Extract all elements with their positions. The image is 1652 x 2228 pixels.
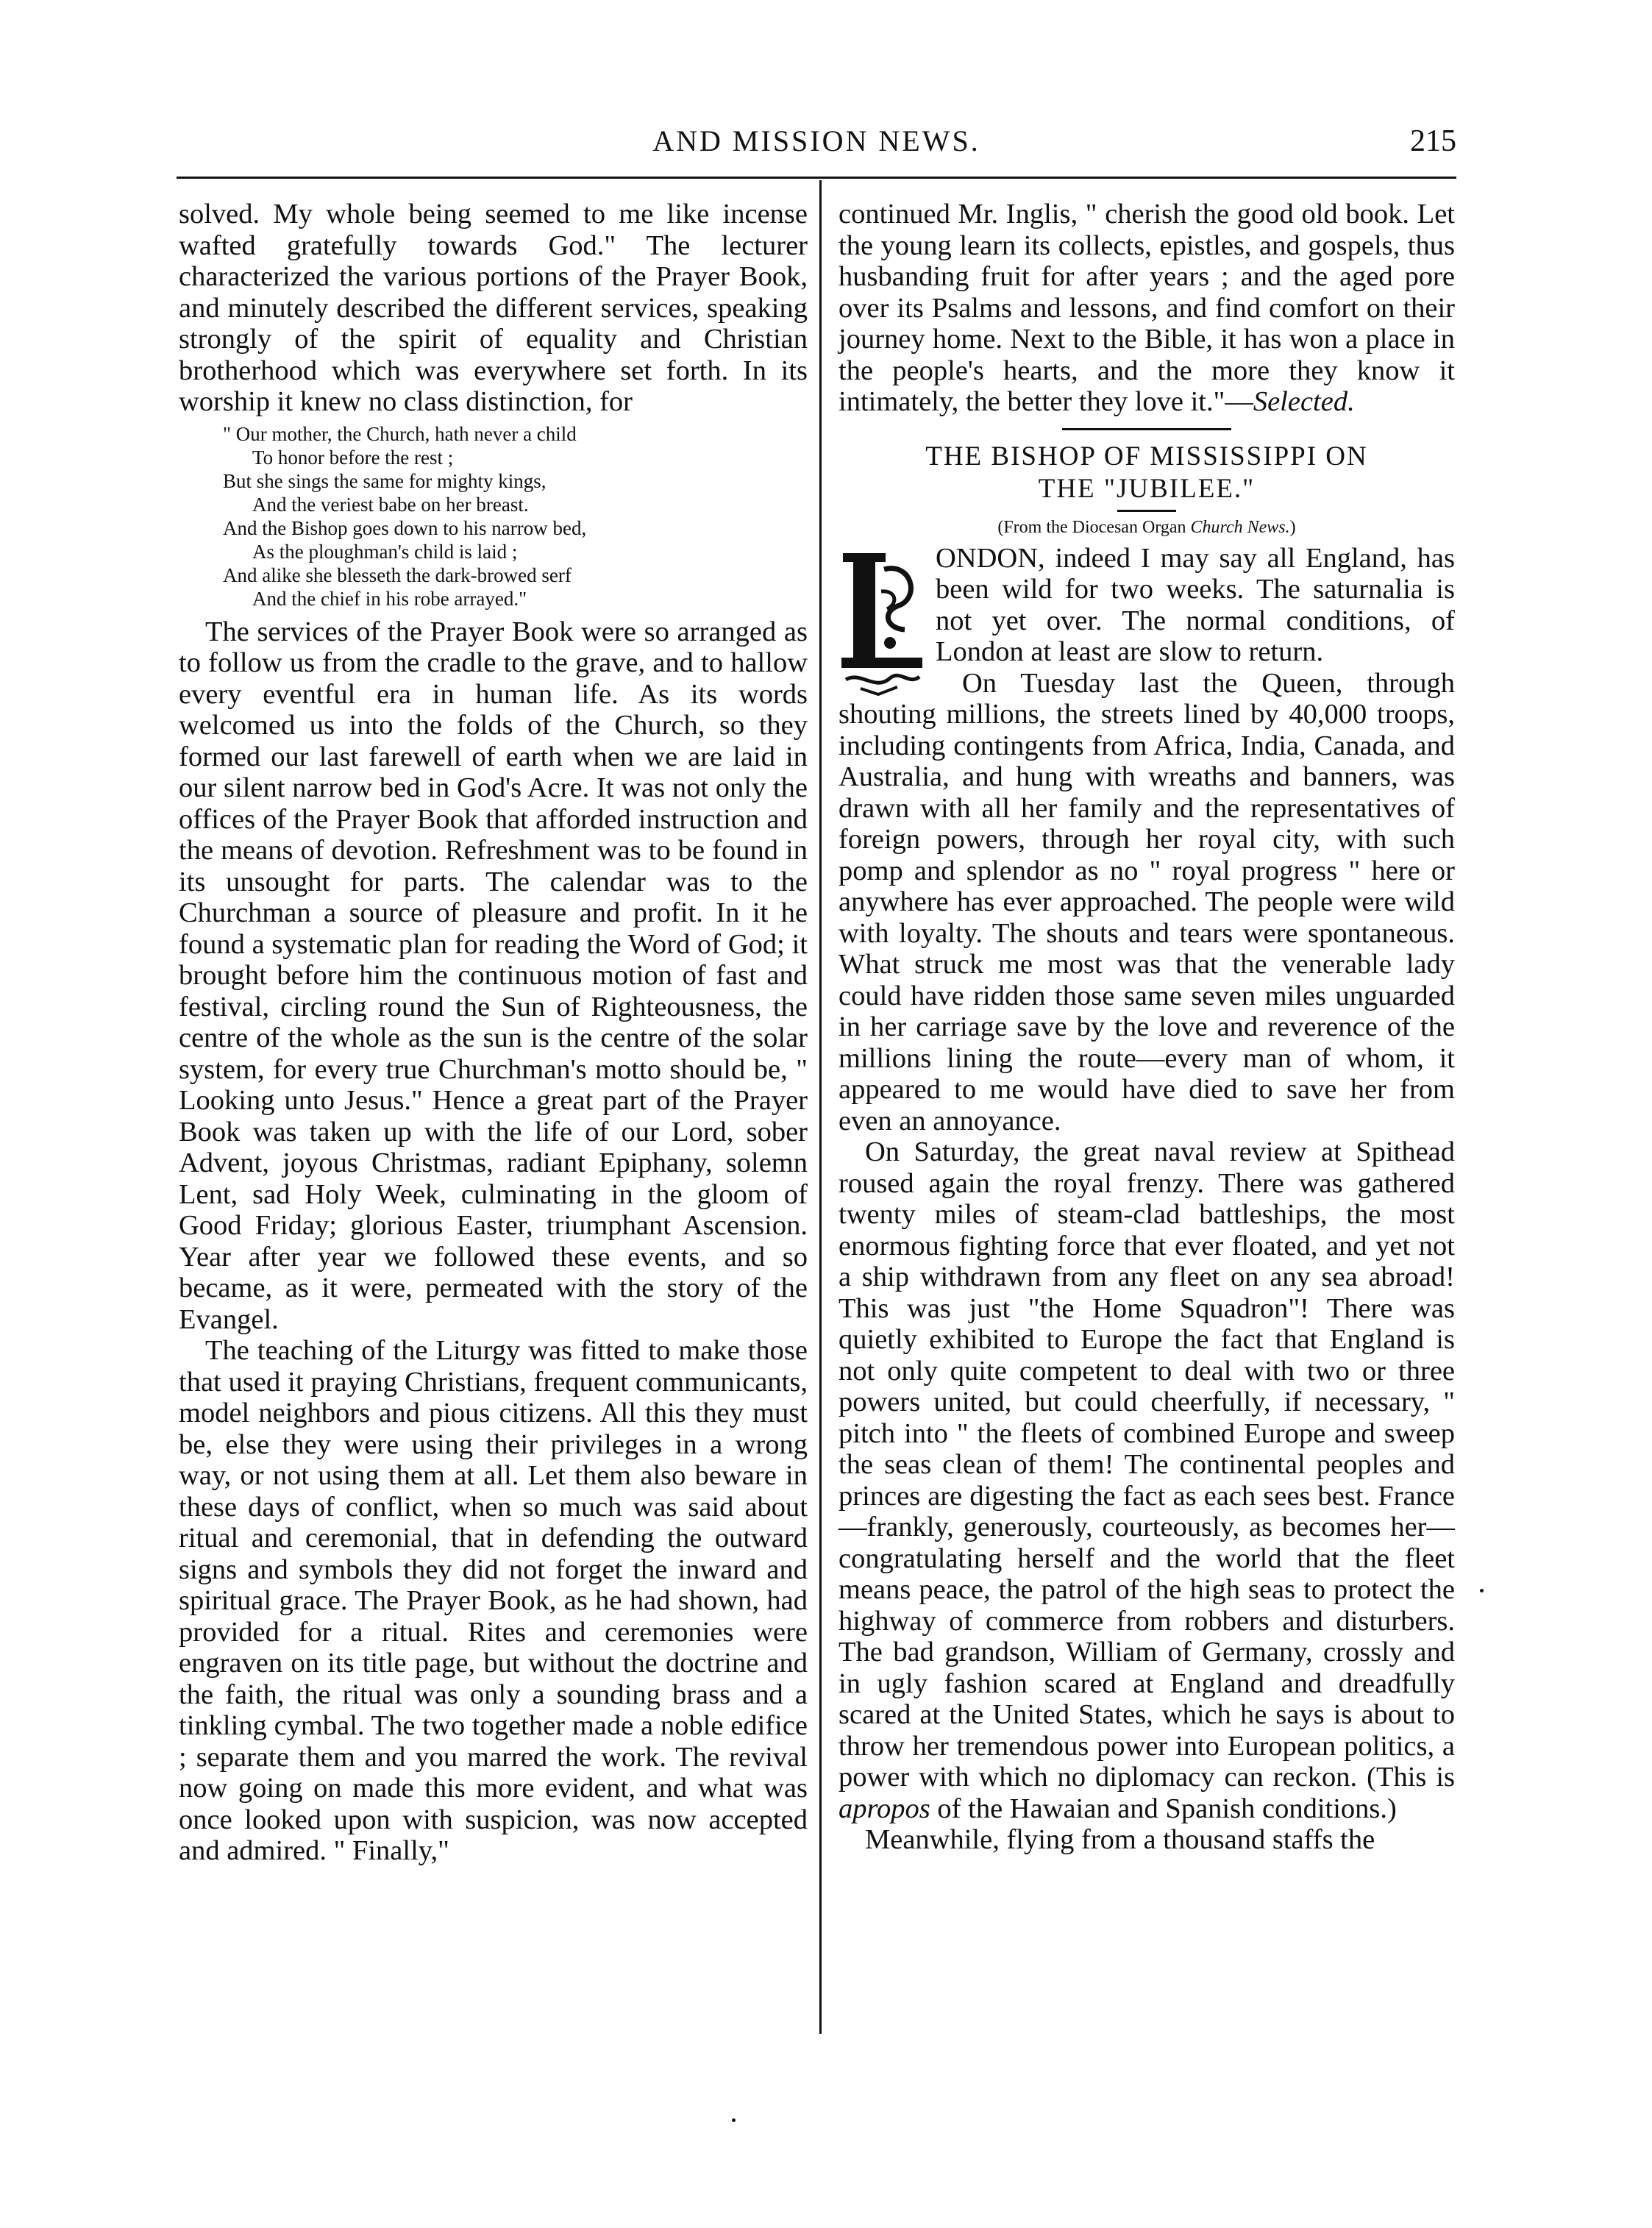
poem-line: As the ploughman's child is laid ; [252,540,518,563]
header-rule [177,177,1456,179]
poem-quotation [223,422,808,611]
article-title [839,441,1455,505]
paragraph-text: On Saturday, the great naval review at Spithead roused again the royal frenzy. There was gathered twenty miles of steam-clad battleships, the most enormous fighting force that ever floated, and yet not a ship withdrawn from any fleet on any sea abroad! This was just "the Home Squadron"! There was quietly exhibited to Europe the fact that England is not only quite competent to deal with two or three powers united, but could cheerfully, if necessary, " pitch into " the fleets of combined Europe and sweep the seas clean of them! The continental peoples and princes are digesting the fact as each sees best. France—frankly, generously, courteously, as becomes her—congratulating herself and the world that the fleet means peace, the patrol of the high seas to protect the highway of commerce from robbers and disturbers. The bad grandson, William of Germany, crossly and in ugly fashion scared at England and dreadfully scared at the United States, which he says is about to throw her tremendous power into European politics, a power with which no diplomacy can reckon. [839,1136,1455,1793]
source-suffix: ) [1289,517,1296,537]
signature: Selected. [1253,386,1355,417]
article-title-line: THE "JUBILEE." [1038,473,1256,504]
poem-line: " Our mother, the Church, hath never a child [223,422,577,445]
poem-line: And the Bishop goes down to his narrow bed, [223,516,587,539]
source-prefix: (From the Diocesan Organ [997,517,1191,537]
paragraph [839,1136,1455,1824]
section-rule [1062,428,1231,430]
poem-line: And the chief in his robe arrayed." [252,587,527,610]
source-note [839,516,1455,538]
paragraph: solved. My whole being seemed to me like incense wafted gratefully towards God." The lecturer characterized the various portions of the Prayer Book, and minutely described the different services, speaking strongly of the spirit of equality and Christian brotherhood which was everywhere set forth. In its worship it knew no class distinction, for [179,199,808,417]
paren-suffix: of the Hawaian and Spanish conditions.) [930,1793,1397,1824]
ornamental-initial-l [839,547,925,698]
right-column [839,199,1455,1856]
title-rule [1117,510,1176,512]
paragraph: The services of the Prayer Book were so arranged as to follow us from the cradle to the grave, and to hallow every eventful era in human life. As its words welcomed us into the folds of the Church, so they formed our last farewell of earth when we are laid in our silent narrow bed in God's Acre. It was not only the offices of the Prayer Book that afforded instruction and the means of devotion. Refreshment was to be found in its unsought for parts. The calendar was to the Churchman a source of pleasure and profit. In it he found a systematic plan for reading the Word of God; it brought before him the continuous motion of fast and festival, circling round the Sun of Righteousness, the centre of the whole as the sun is the centre of the solar system, for every true Churchman's motto should be, " Looking unto Jesus." Hence a great part of the Prayer Book was taken up with the life of our Lord, sober Advent, joyous Christmas, radiant Epiphany, solemn Lent, sad Holy Week, culminating in the gloom of Good Friday; glorious Easter, triumphant Ascension. Year after year we followed these events, and so became, as it were, permeated with the story of the Evangel. [179,616,808,1335]
poem-line: And the veriest babe on her breast. [252,493,529,516]
column-rule [819,180,822,2034]
poem-line: And alike she blesseth the dark-browed serf [223,563,572,586]
paragraph: The teaching of the Liturgy was fitted to make those that used it praying Christians, frequent communicants, model neighbors and pious citizens. All this they must be, else they were using their privileges in a wrong way, or not using them at all. Let them also beware in these days of conflict, when so much was said about ritual and ceremonial, that in defending the outward signs and symbols they did not forget the inward and spiritual grace. The Prayer Book, as he had shown, had provided for a ritual. Rites and ceremonies were engraven on its title page, but without the doctrine and the faith, the ritual was only a sounding brass and a tinkling cymbal. The two together made a noble edifice ; separate them and you marred the work. The revival now going on made this more evident, and what was once looked upon with suspicion, was now accepted and admired. " Finally," [179,1335,808,1866]
article-title-line: THE BISHOP OF MISSISSIPPI ON [925,441,1368,471]
poem-line: But she sings the same for mighty kings, [223,469,546,492]
ink-speck [732,2118,736,2122]
running-head [177,124,1456,168]
paragraph: Meanwhile, flying from a thousand staffs the [865,1824,1375,1855]
page-number: 215 [1410,124,1456,158]
dropcap-ornament-icon [839,547,925,698]
running-title: AND MISSION NEWS. [652,124,980,157]
left-column [179,199,808,1867]
ink-speck [1480,1589,1484,1592]
lead-text: ONDON, indeed I may say all England, has been wild for two weeks. The saturnalia is not yet over. The normal conditions, of London at least are slow to return. [936,542,1455,667]
lead-paragraph [839,543,1455,668]
source-publication: Church News. [1190,517,1290,537]
paragraph: On Tuesday last the Queen, through shouting millions, the streets lined by 40,000 troops, including contingents from Africa, India, Canada, and Australia, and hung with wreaths and banners, was drawn with all her family and the representatives of foreign powers, through her royal city, with such pomp and splendor as no " royal progress " here or anywhere has ever approached. The people were wild with loyalty. The shouts and tears were spontaneous. What struck me most was that the venerable lady could have ridden those same seven miles unguarded in her carriage save by the love and reverence of the millions lining the route—every man of whom, it appeared to me would have died to save her from even an annoyance. [839,667,1455,1136]
paragraph-text: continued Mr. Inglis, " cherish the good old book. Let the young learn its collects, epistles, and gospels, thus husbanding fruit for after years ; and the aged pore over its Psalms and lessons, and find comfort on their journey home. Next to the Bible, it has won a place in the people's hearts, and the more they know it intimately, the better they love it."— [839,199,1455,417]
paren-prefix: (This is [1367,1762,1456,1793]
poem-line: To honor before the rest ; [252,446,454,469]
italic-word: apropos [839,1793,930,1824]
paragraph [839,199,1455,418]
